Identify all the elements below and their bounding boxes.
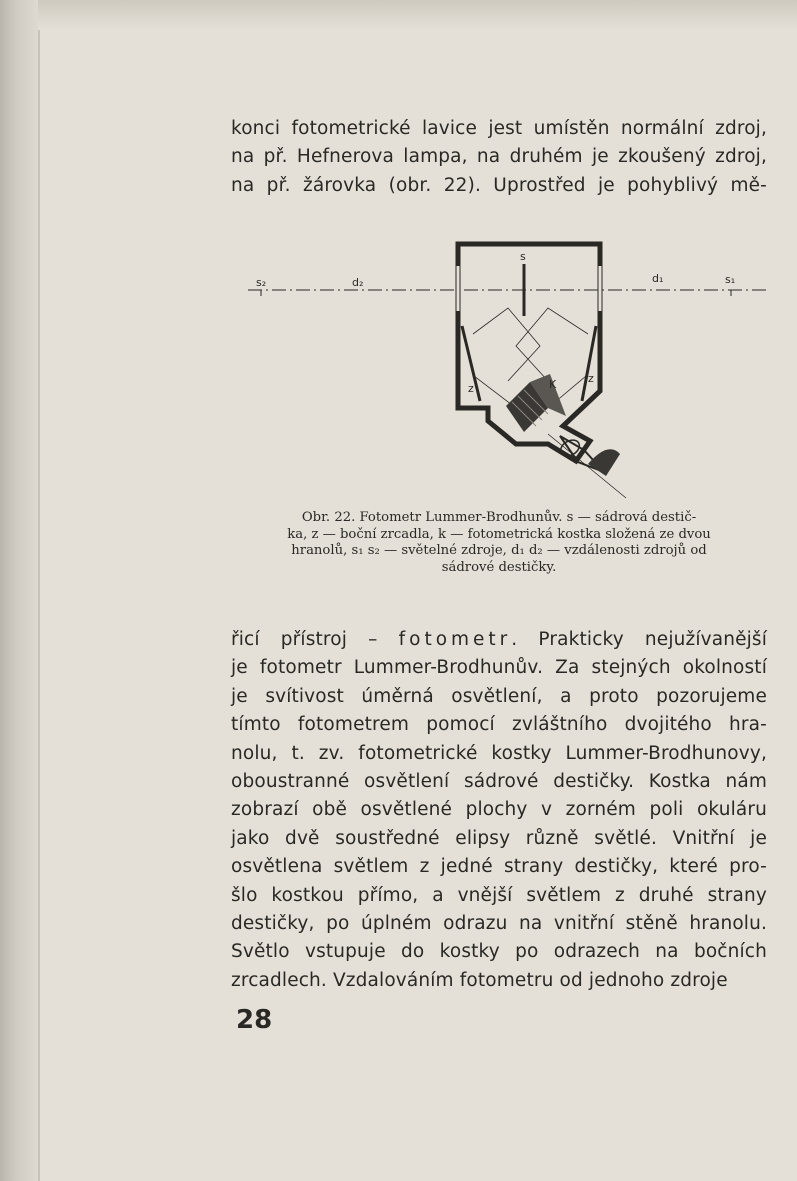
label-s1: s₁ [725,273,736,286]
text-line: osvětlena světlem z jedné strany destičky, které pro- [231,856,767,878]
housing-outline [458,244,600,461]
label-k: K [549,378,557,391]
caption-line: hranolů, s₁ s₂ — světelné zdroje, d₁ d₂ — vzdálenosti zdrojů od [291,543,707,558]
photometer-diagram [248,236,768,506]
text-line: na př. Hefnerova lampa, na druhém je zkoušený zdroj, [231,146,767,168]
text-line: Světlo vstupuje do kostky po odrazech na bočních [231,941,767,963]
text-line: destičky, po úplném odrazu na vnitřní stěně hranolu. [231,913,767,935]
light-path-right [516,308,588,381]
label-z-left: z [468,382,474,395]
book-gutter [0,0,38,1181]
spaced-term: fotometr [398,629,512,650]
text-fragment: řicí přístroj – [231,629,399,650]
label-d2: d₂ [352,276,364,289]
text-line: nolu, t. zv. fotometrické kostky Lummer-Brodhunovy, [231,742,767,764]
text-line: tímto fotometrem pomocí zvláštního dvojitého hra- [231,714,767,736]
page-edge [38,0,40,1181]
label-z-right: z [588,372,594,385]
text-line: konci fotometrické lavice jest umístěn normální zdroj, [231,118,767,139]
label-s2: s₂ [256,276,267,289]
text-line: je fotometr Lummer-Brodhunův. Za stejných okolností [231,657,767,679]
caption-line: sádrové destičky. [441,559,557,575]
top-shadow [38,0,797,30]
label-d1: d₁ [652,272,664,285]
eyepiece-cup [588,449,620,476]
caption-line: Obr. 22. Fotometr Lummer-Brodhunův. s — sádrová destič- [301,510,697,525]
text-line-first [231,626,767,654]
label-s: s [520,250,526,263]
text-line: zobrazí obě osvětlené plochy v zorném poli okuláru [231,799,767,821]
light-path-left [473,308,540,381]
text-fragment: . Prakticky nejužívanější [511,629,767,650]
caption-line: ka, z — boční zrcadla, k — fotometrická kostka složená ze dvou [287,526,711,542]
paragraph-2 [231,626,767,995]
text-line: na př. žárovka (obr. 22). Uprostřed je pohyblivý mě- [231,174,767,196]
text-line: oboustranné osvětlení sádrové destičky. Kostka nám [231,771,767,793]
text-line: šlo kostkou přímo, a vnější světlem z druhé strany [231,884,767,906]
text-line: jako dvě soustředné elipsy různě světlé. Vnitřní je [231,827,767,849]
page-number: 28 [236,1005,273,1035]
right-mirror [582,326,596,401]
paragraph-1 [231,115,767,200]
text-line: je svítivost úměrná osvětlení, a proto pozorujeme [231,685,767,707]
text-line: zrcadlech. Vzdalováním fotometru od jednoho zdroje [231,969,728,991]
figure-caption [231,510,767,576]
